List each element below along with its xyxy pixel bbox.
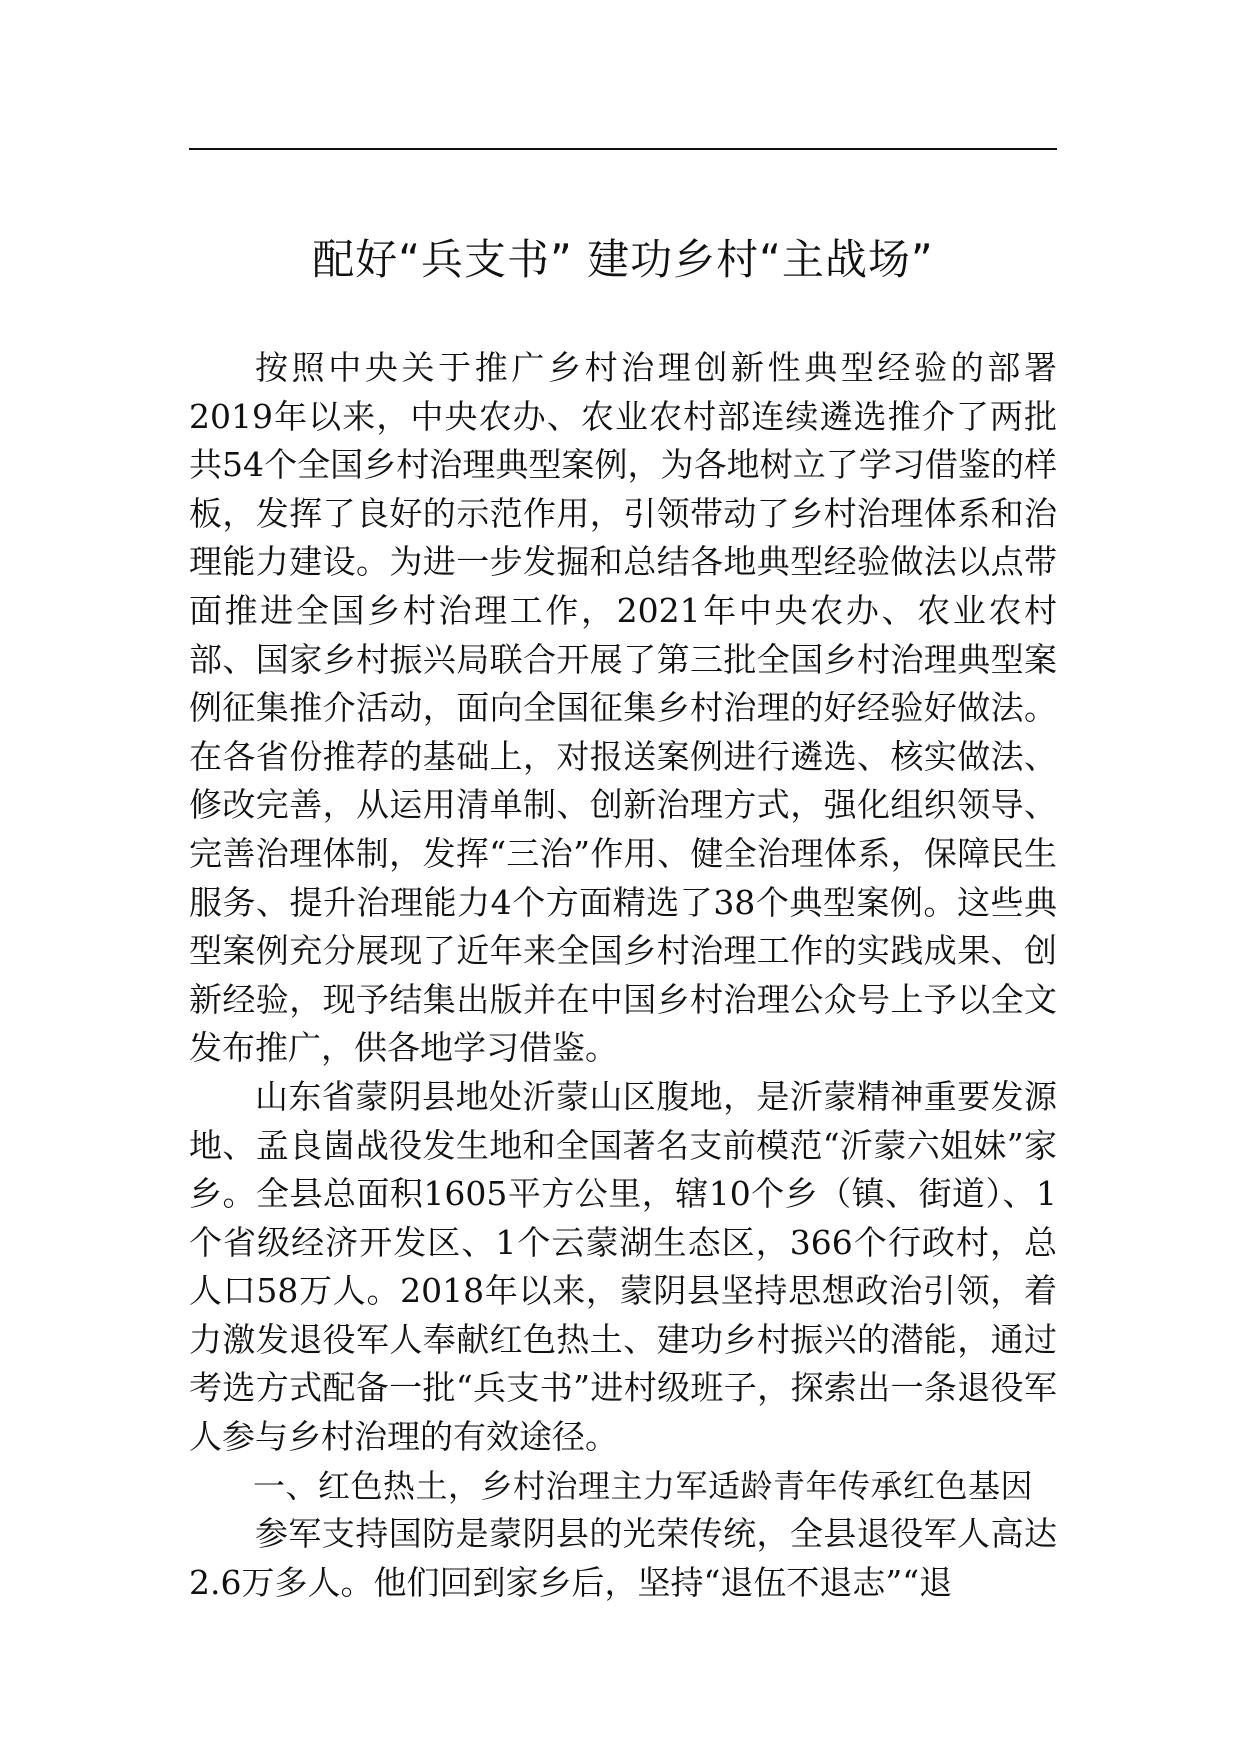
document-body [189, 344, 1057, 1607]
section-heading: 一、红色热土，乡村治理主力军适龄青年传承红色基因 [253, 1466, 1034, 1505]
document-title: 配好“兵支书” 建功乡村“主战场” [312, 235, 934, 284]
paragraph-intro: 按照中央关于推广乡村治理创新性典型经验的部署2019年以来，中央农办、农业农村部连续遴选推介了两批共54个全国乡村治理典型案例，为各地树立了学习借鉴的样板，发挥了良好的示范作用，引领带动了乡村治理体系和治理能力建设。为进一步发掘和总结各地典型经验做法以点带面推进全国乡村治理工作，2021年中央农办、农业农村部、国家乡村振兴局联合开展了第三批全国乡村治理典型案例征集推介活动，面向全国征集乡村治理的好经验好做法。在各省份推荐的基础上，对报送案例进行遴选、核实做法、修改完善，从运用清单制、创新治理方式，强化组织领导、完善治理体制，发挥“三治”作用、健全治理体系，保障民生服务、提升治理能力4个方面精选了38个典型案例。这些典型案例充分展现了近年来全国乡村治理工作的实践成果、创新经验，现予结集出版并在中国乡村治理公众号上予以全文发布推广，供各地学习借鉴。 [189, 348, 1057, 1068]
header-rule [189, 148, 1057, 150]
paragraph-section-one: 参军支持国防是蒙阴县的光荣传统，全县退役军人高达2.6万多人。他们回到家乡后，坚持“退伍不退志”“退 [189, 1514, 1057, 1602]
paragraph-mengyin-overview: 山东省蒙阴县地处沂蒙山区腹地，是沂蒙精神重要发源地、孟良崮战役发生地和全国著名支前模范“沂蒙六姐妹”家乡。全县总面积1605平方公里，辖10个乡（镇、街道）、1个省级经济开发区、1个云蒙湖生态区，366个行政村，总人口58万人。2018年以来，蒙阴县坚持思想政治引领，着力激发退役军人奉献红色热土、建功乡村振兴的潜能，通过考选方式配备一批“兵支书”进村级班子，探索出一条退役军人参与乡村治理的有效途径。 [189, 1076, 1057, 1457]
